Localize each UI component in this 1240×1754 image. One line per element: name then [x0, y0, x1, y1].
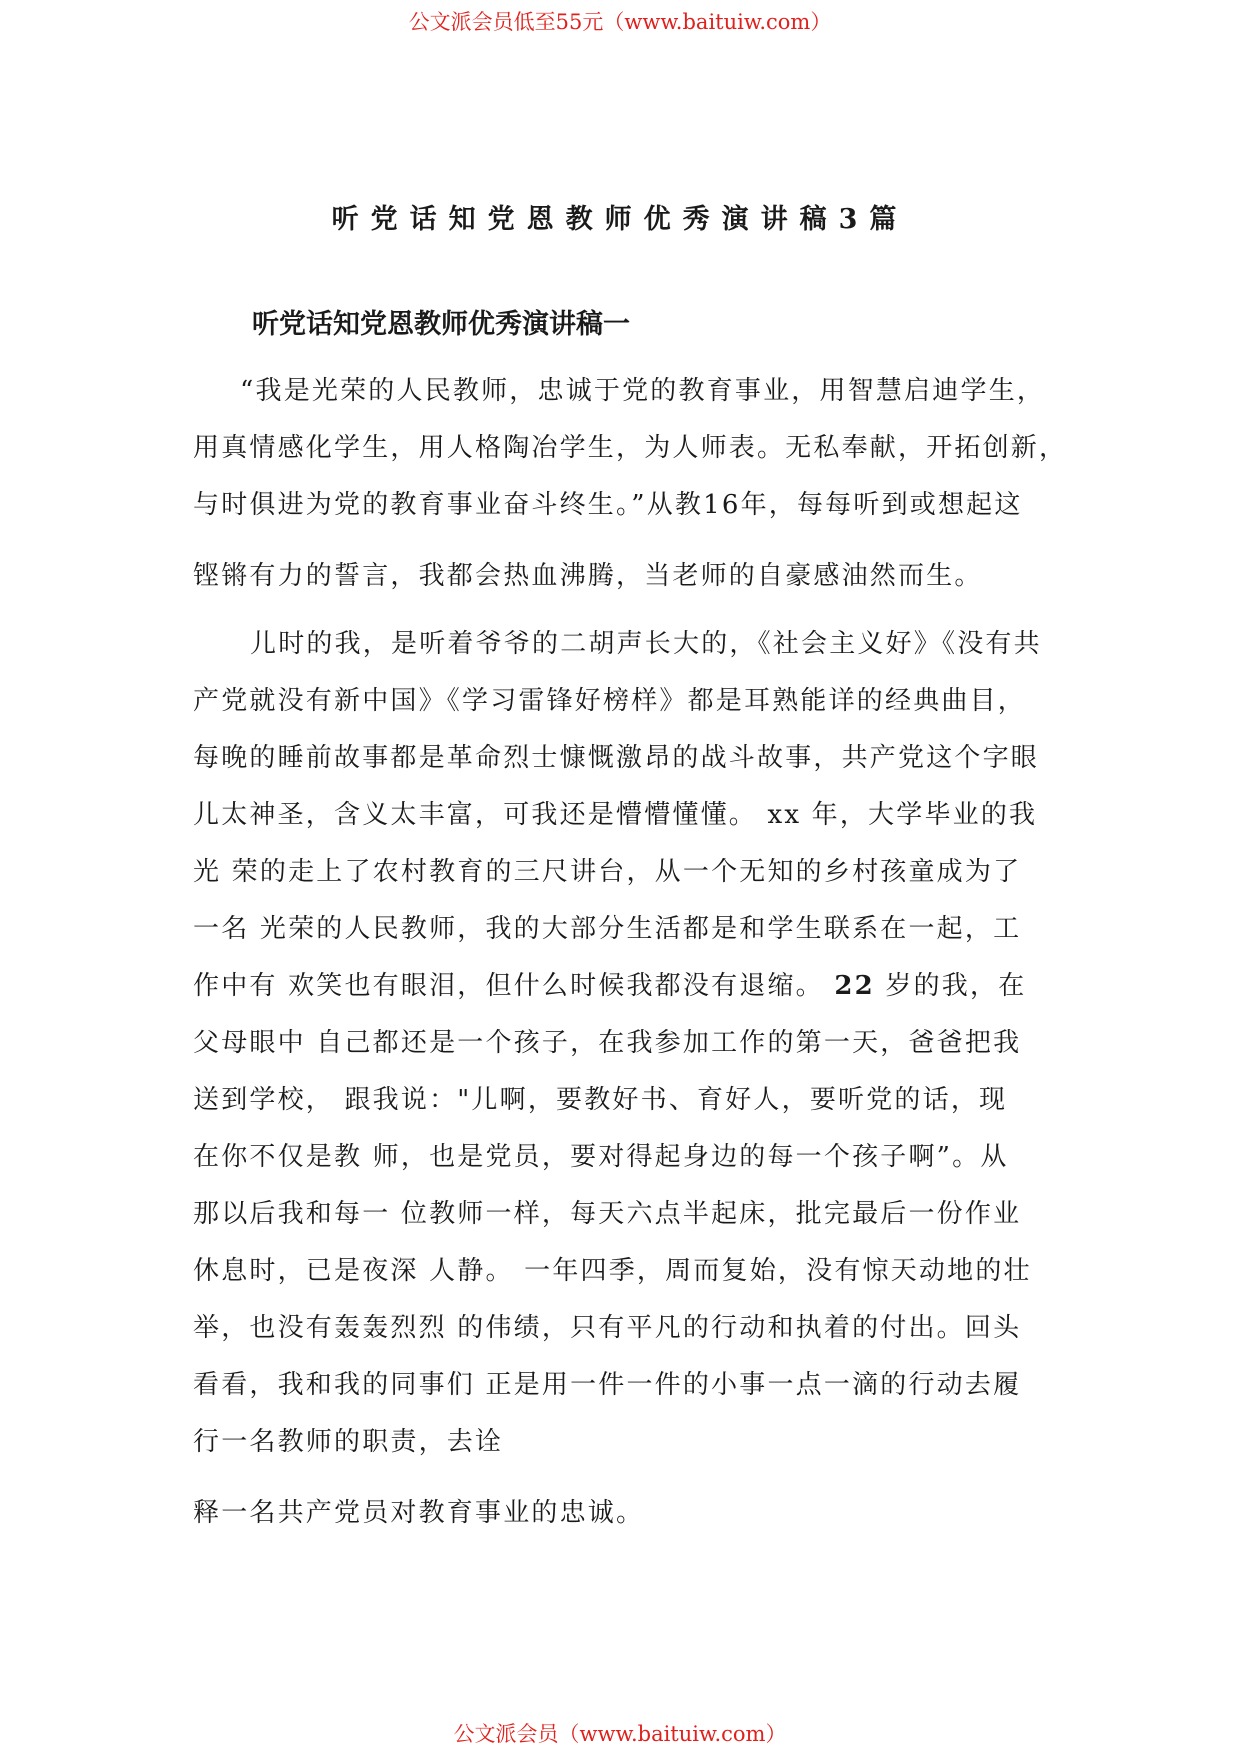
section-heading: 听党话知党恩教师优秀演讲稿一: [252, 309, 630, 340]
document-title: 听党话知党恩教师优秀演讲稿3篇: [331, 204, 909, 235]
line-text: 作中有 欢笑也有眼泪，但什么时候我都没有退缩。: [193, 971, 824, 1001]
paragraph-line: 行一名教师的职责，去诠: [193, 1427, 504, 1457]
paragraph-line: 用真情感化学生，用人格陶冶学生，为人师表。无私奉献，开拓创新，: [193, 433, 1068, 463]
paragraph-line: 铿锵有力的誓言，我都会热血沸腾，当老师的自豪感油然而生。: [193, 561, 983, 591]
paragraph-line: 那以后我和每一 位教师一样，每天六点半起床，批完最后一份作业: [193, 1199, 1022, 1229]
paragraph-line: 一名 光荣的人民教师，我的大部分生活都是和学生联系在一起，工: [193, 914, 1022, 944]
paragraph-line: “我是光荣的人民教师，忠诚于党的教育事业，用智慧启迪学生，: [240, 376, 1046, 406]
paragraph-line: 看看，我和我的同事们 正是用一件一件的小事一点一滴的行动去履: [193, 1370, 1022, 1400]
line-text: 岁的我，在: [885, 971, 1027, 1001]
paragraph-line: 与时俱进为党的教育事业奋斗终生。”从教16年，每每听到或想起这: [193, 490, 1023, 520]
paragraph-line: 产党就没有新中国》《学习雷锋好榜样》都是耳熟能详的经典曲目，: [193, 686, 1027, 716]
age-number: 22: [834, 971, 875, 1001]
paragraph-line: 儿时的我，是听着爷爷的二胡声长大的，《社会主义好》《没有共: [250, 629, 1042, 659]
paragraph-line: [193, 965, 1026, 1002]
paragraph-line: 光 荣的走上了农村教育的三尺讲台，从一个无知的乡村孩童成为了: [193, 857, 1022, 887]
footer-banner: 公文派会员（www.baituiw.com）: [453, 1722, 787, 1746]
paragraph-line: 休息时，已是夜深 人静。 一年四季，周而复始，没有惊天动地的壮: [193, 1256, 1032, 1286]
paragraph-line: 举，也没有轰轰烈烈 的伟绩，只有平凡的行动和执着的付出。回头: [193, 1313, 1022, 1343]
paragraph-line: 释一名共产党员对教育事业的忠诚。: [193, 1498, 645, 1528]
paragraph-line: 送到学校， 跟我说："儿啊，要教好书、育好人，要听党的话，现: [193, 1085, 1008, 1115]
paragraph-line: 在你不仅是教 师，也是党员，要对得起身边的每一个孩子啊”。从: [193, 1142, 1009, 1172]
paragraph-line: 父母眼中 自己都还是一个孩子，在我参加工作的第一天，爸爸把我: [193, 1028, 1022, 1058]
header-banner: 公文派会员低至55元（www.baituiw.com）: [408, 10, 832, 34]
paragraph-line: 每晚的睡前故事都是革命烈士慷慨激昂的战斗故事，共产党这个字眼: [193, 743, 1040, 773]
paragraph-line: 儿太神圣，含义太丰富，可我还是懵懵懂懂。 xx 年，大学毕业的我: [193, 800, 1038, 830]
